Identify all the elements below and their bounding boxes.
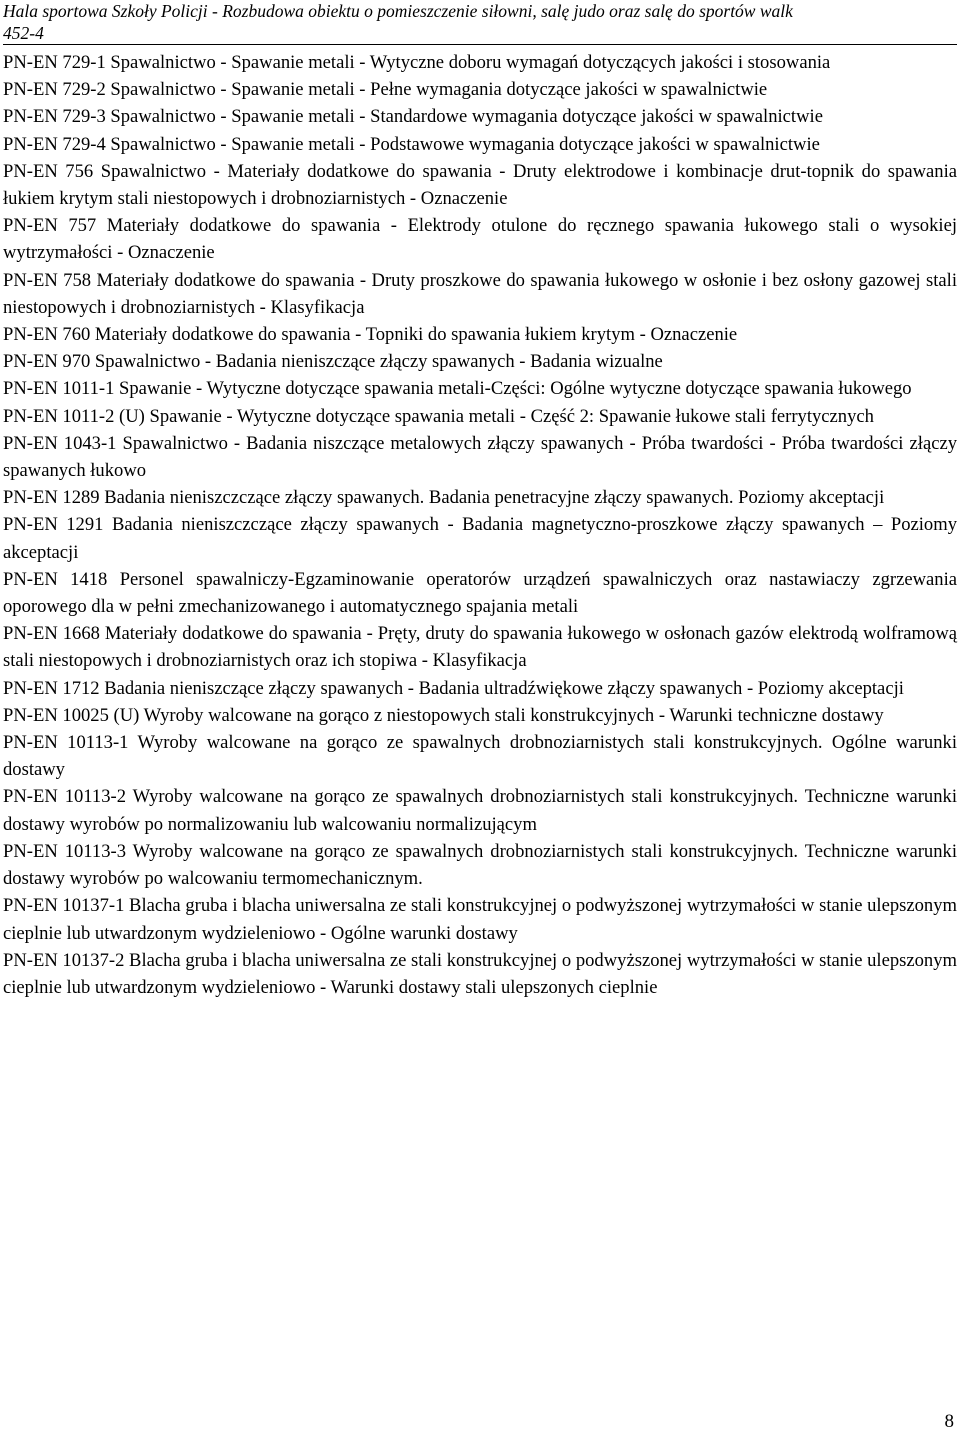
standard-entry: PN-EN 10137-1 Blacha gruba i blacha uniwersalna ze stali konstrukcyjnej o podwyższonej wytrzymałości w stanie ulepszonym cieplnie lub utwardzonym wydzieleniowo - Ogólne warunki dostawy [3,895,957,944]
page-number: 8 [944,1411,954,1432]
header-title: Hala sportowa Szkoły Policji - Rozbudowa obiektu o pomieszczenie siłowni, salę judo oraz salę do sportów walk [3,1,793,21]
standard-entry: PN-EN 729-1 Spawalnictwo - Spawanie metali - Wytyczne doboru wymagań dotyczących jakości i stosowania [3,52,831,73]
standard-entry: PN-EN 1011-1 Spawanie - Wytyczne dotyczące spawania metali-Części: Ogólne wytyczne dotyczące spawania łukowego [3,378,912,400]
standard-entry: PN-EN 10113-2 Wyroby walcowane na gorąco ze spawalnych drobnoziarnistych stali konstrukcyjnych. Techniczne warunki dostawy wyrobów po normalizowaniu lub walcowaniu normalizującym [3,786,957,835]
standard-entry: PN-EN 757 Materiały dodatkowe do spawania - Elektrody otulone do ręcznego spawania łukowego stali o wysokiej wytrzymałości - Oznaczenie [3,215,957,264]
standard-entry: PN-EN 970 Spawalnictwo - Badania nieniszczące złączy spawanych - Badania wizualne [3,351,663,373]
header-code: 452-4 [3,23,957,45]
standard-entry: PN-EN 760 Materiały dodatkowe do spawania - Topniki do spawania łukiem krytym - Oznaczenie [3,324,738,346]
standard-entry: PN-EN 729-2 Spawalnictwo - Spawanie metali - Pełne wymagania dotyczące jakości w spawalnictwie [3,79,768,101]
standard-entry: PN-EN 10113-3 Wyroby walcowane na gorąco ze spawalnych drobnoziarnistych stali konstrukcyjnych. Techniczne warunki dostawy wyrobów po walcowaniu termomechanicznym. [3,840,957,890]
standard-entry: PN-EN 1289 Badania nieniszczczące złączy spawanych. Badania penetracyjne złączy spawanych. Poziomy akceptacji [3,487,885,509]
standard-entry: PN-EN 1668 Materiały dodatkowe do spawania - Pręty, druty do spawania łukowego w osłonach gazów elektrodą wolframową stali niestopowych i drobnoziarnistych oraz ich stopiwa - Klasyfikacja [3,623,957,672]
standard-entry: PN-EN 729-3 Spawalnictwo - Spawanie metali - Standardowe wymagania dotyczące jakości w spawalnictwie [3,106,823,128]
standard-entry: PN-EN 756 Spawalnictwo - Materiały dodatkowe do spawania - Druty elektrodowe i kombinacje drut-topnik do spawania łukiem krytym stali niestopowych i drobnoziarnistych - Oznaczenie [3,160,957,210]
standards-list [3,49,957,1001]
standard-entry: PN-EN 10137-2 Blacha gruba i blacha uniwersalna ze stali konstrukcyjnej o podwyższonej wytrzymałości w stanie ulepszonym cieplnie lub utwardzonym wydzieleniowo - Warunki dostawy stali ulepszonych cieplnie [3,949,957,998]
standard-entry: PN-EN 10113-1 Wyroby walcowane na gorąco ze spawalnych drobnoziarnistych stali konstrukcyjnych. Ogólne warunki dostawy [3,732,957,781]
standard-entry: PN-EN 1011-2 (U) Spawanie - Wytyczne dotyczące spawania metali - Część 2: Spawanie łukowe stali ferrytycznych [3,405,874,427]
standard-entry: PN-EN 10025 (U) Wyroby walcowane na gorąco z niestopowych stali konstrukcyjnych - Warunki techniczne dostawy [3,704,884,726]
standard-entry: PN-EN 1712 Badania nieniszczące złączy spawanych - Badania ultradźwiękowe złączy spawanych - Poziomy akceptacji [3,677,904,699]
standard-entry: PN-EN 729-4 Spawalnictwo - Spawanie metali - Podstawowe wymagania dotyczące jakości w spawalnictwie [3,133,820,155]
running-header [3,1,957,45]
standard-entry: PN-EN 1418 Personel spawalniczy-Egzaminowanie operatorów urządzeń spawalniczych oraz nastawiaczy zgrzewania oporowego dla w pełni zmechanizowanego i automatycznego spajania metali [3,568,957,618]
standard-entry: PN-EN 1043-1 Spawalnictwo - Badania niszczące metalowych złączy spawanych - Próba twardości - Próba twardości złączy spawanych łukowo [3,432,957,482]
standard-entry: PN-EN 1291 Badania nieniszczczące złączy spawanych - Badania magnetyczno-proszkowe złączy spawanych – Poziomy akceptacji [3,514,957,563]
standard-entry: PN-EN 758 Materiały dodatkowe do spawania - Druty proszkowe do spawania łukowego w osłonie i bez osłony gazowej stali niestopowych i drobnoziarnistych - Klasyfikacja [3,269,957,318]
